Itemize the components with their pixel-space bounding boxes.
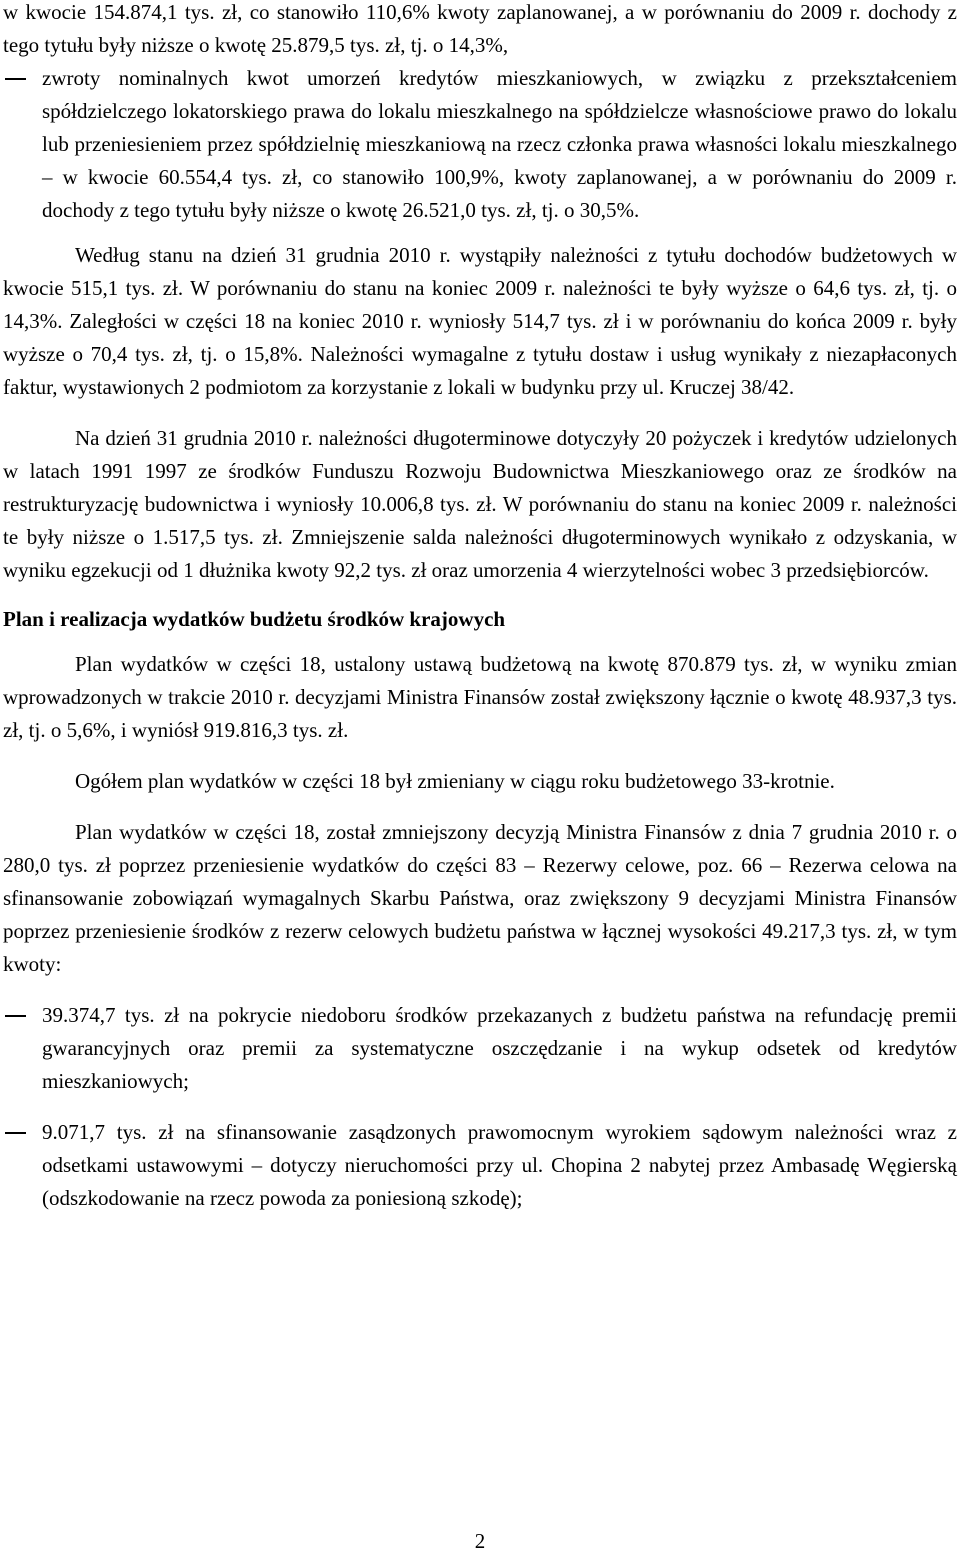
section-heading: Plan i realizacja wydatków budżetu środków krajowych [3,607,506,631]
dash-bullet-icon [5,1132,26,1134]
paragraph: Plan wydatków w części 18, został zmniejszony decyzją Ministra Finansów z dnia 7 grudnia 2010 r. o 280,0 tys. zł poprzez przeniesienie wydatków do części 83 – Rezerwy celowe, poz. 66 – Rezerwa celowa na sfinansowanie zobowiązań wymagalnych Skarbu Państwa, oraz zwiększony 9 decyzjami Ministra Finansów poprzez przeniesienie środków z rezerw celowych budżetu państwa w łącznej wysokości 49.217,3 tys. zł, w tym kwoty: [3,820,957,976]
list-item [3,62,957,227]
page-number: 2 [474,1529,486,1553]
dash-bullet-icon [5,78,26,80]
list-item-text: 9.071,7 tys. zł na sfinansowanie zasądzonych prawomocnym wyrokiem sądowym należności wraz z odsetkami ustawowymi – dotyczy nieruchomości przy ul. Chopina 2 nabytej przez Ambasadę Węgierską (odszkodowanie na rzecz powoda za poniesioną szkodę); [42,1120,957,1210]
paragraph-continuation: w kwocie 154.874,1 tys. zł, co stanowiło 110,6% kwoty zaplanowanej, a w porównaniu do 2009 r. dochody z tego tytułu były niższe o kwotę 25.879,5 tys. zł, tj. o 14,3%, [3,0,957,57]
paragraph: Plan wydatków w części 18, ustalony ustawą budżetową na kwotę 870.879 tys. zł, w wyniku zmian wprowadzonych w trakcie 2010 r. decyzjami Ministra Finansów został zwiększony łącznie o kwotę 48.937,3 tys. zł, tj. o 5,6%, i wyniósł 919.816,3 tys. zł. [3,652,957,742]
paragraph: Ogółem plan wydatków w części 18 był zmieniany w ciągu roku budżetowego 33-krotnie. [75,769,835,793]
list-item-text: zwroty nominalnych kwot umorzeń kredytów mieszkaniowych, w związku z przekształceniem spółdzielczego lokatorskiego prawa do lokalu mieszkalnego na spółdzielcze własnościowe prawo do lokalu lub przeniesieniem przez spółdzielnię mieszkaniową na rzecz członka prawa własności lokalu mieszkalnego – w kwocie 60.554,4 tys. zł, co stanowiło 100,9%, kwoty zaplanowanej, a w porównaniu do 2009 r. dochody z tego tytułu były niższe o kwotę 26.521,0 tys. zł, tj. o 30,5%. [42,66,957,222]
paragraph: Według stanu na dzień 31 grudnia 2010 r. wystąpiły należności z tytułu dochodów budżetowych w kwocie 515,1 tys. zł. W porównaniu do stanu na koniec 2009 r. należności te były wyższe o 64,6 tys. zł, tj. o 14,3%. Zaległości w części 18 na koniec 2010 r. wyniosły 514,7 tys. zł i w porównaniu do końca 2009 r. były wyższe o 70,4 tys. zł, tj. o 15,8%. Należności wymagalne z tytułu dostaw i usług wynikały z niezapłaconych faktur, wystawionych 2 podmiotom za korzystanie z lokali w budynku przy ul. Kruczej 38/42. [3,243,957,399]
list-item [3,999,957,1098]
list-item [3,1116,957,1215]
list-item-text: 39.374,7 tys. zł na pokrycie niedoboru środków przekazanych z budżetu państwa na refundację premii gwarancyjnych oraz premii za systematyczne oszczędzanie i na wykup odsetek od kredytów mieszkaniowych; [42,1003,957,1093]
dash-bullet-icon [5,1015,26,1017]
paragraph: Na dzień 31 grudnia 2010 r. należności długoterminowe dotyczyły 20 pożyczek i kredytów udzielonych w latach 1991 1997 ze środków Funduszu Rozwoju Budownictwa Mieszkaniowego oraz ze środków na restrukturyzację budownictwa i wyniosły 10.006,8 tys. zł. W porównaniu do stanu na koniec 2009 r. należności te były niższe o 1.517,5 tys. zł. Zmniejszenie salda należności długoterminowych wynikało z odzyskania, w wyniku egzekucji od 1 dłużnika kwoty 92,2 tys. zł oraz umorzenia 4 wierzytelności wobec 3 przedsiębiorców. [3,426,957,582]
